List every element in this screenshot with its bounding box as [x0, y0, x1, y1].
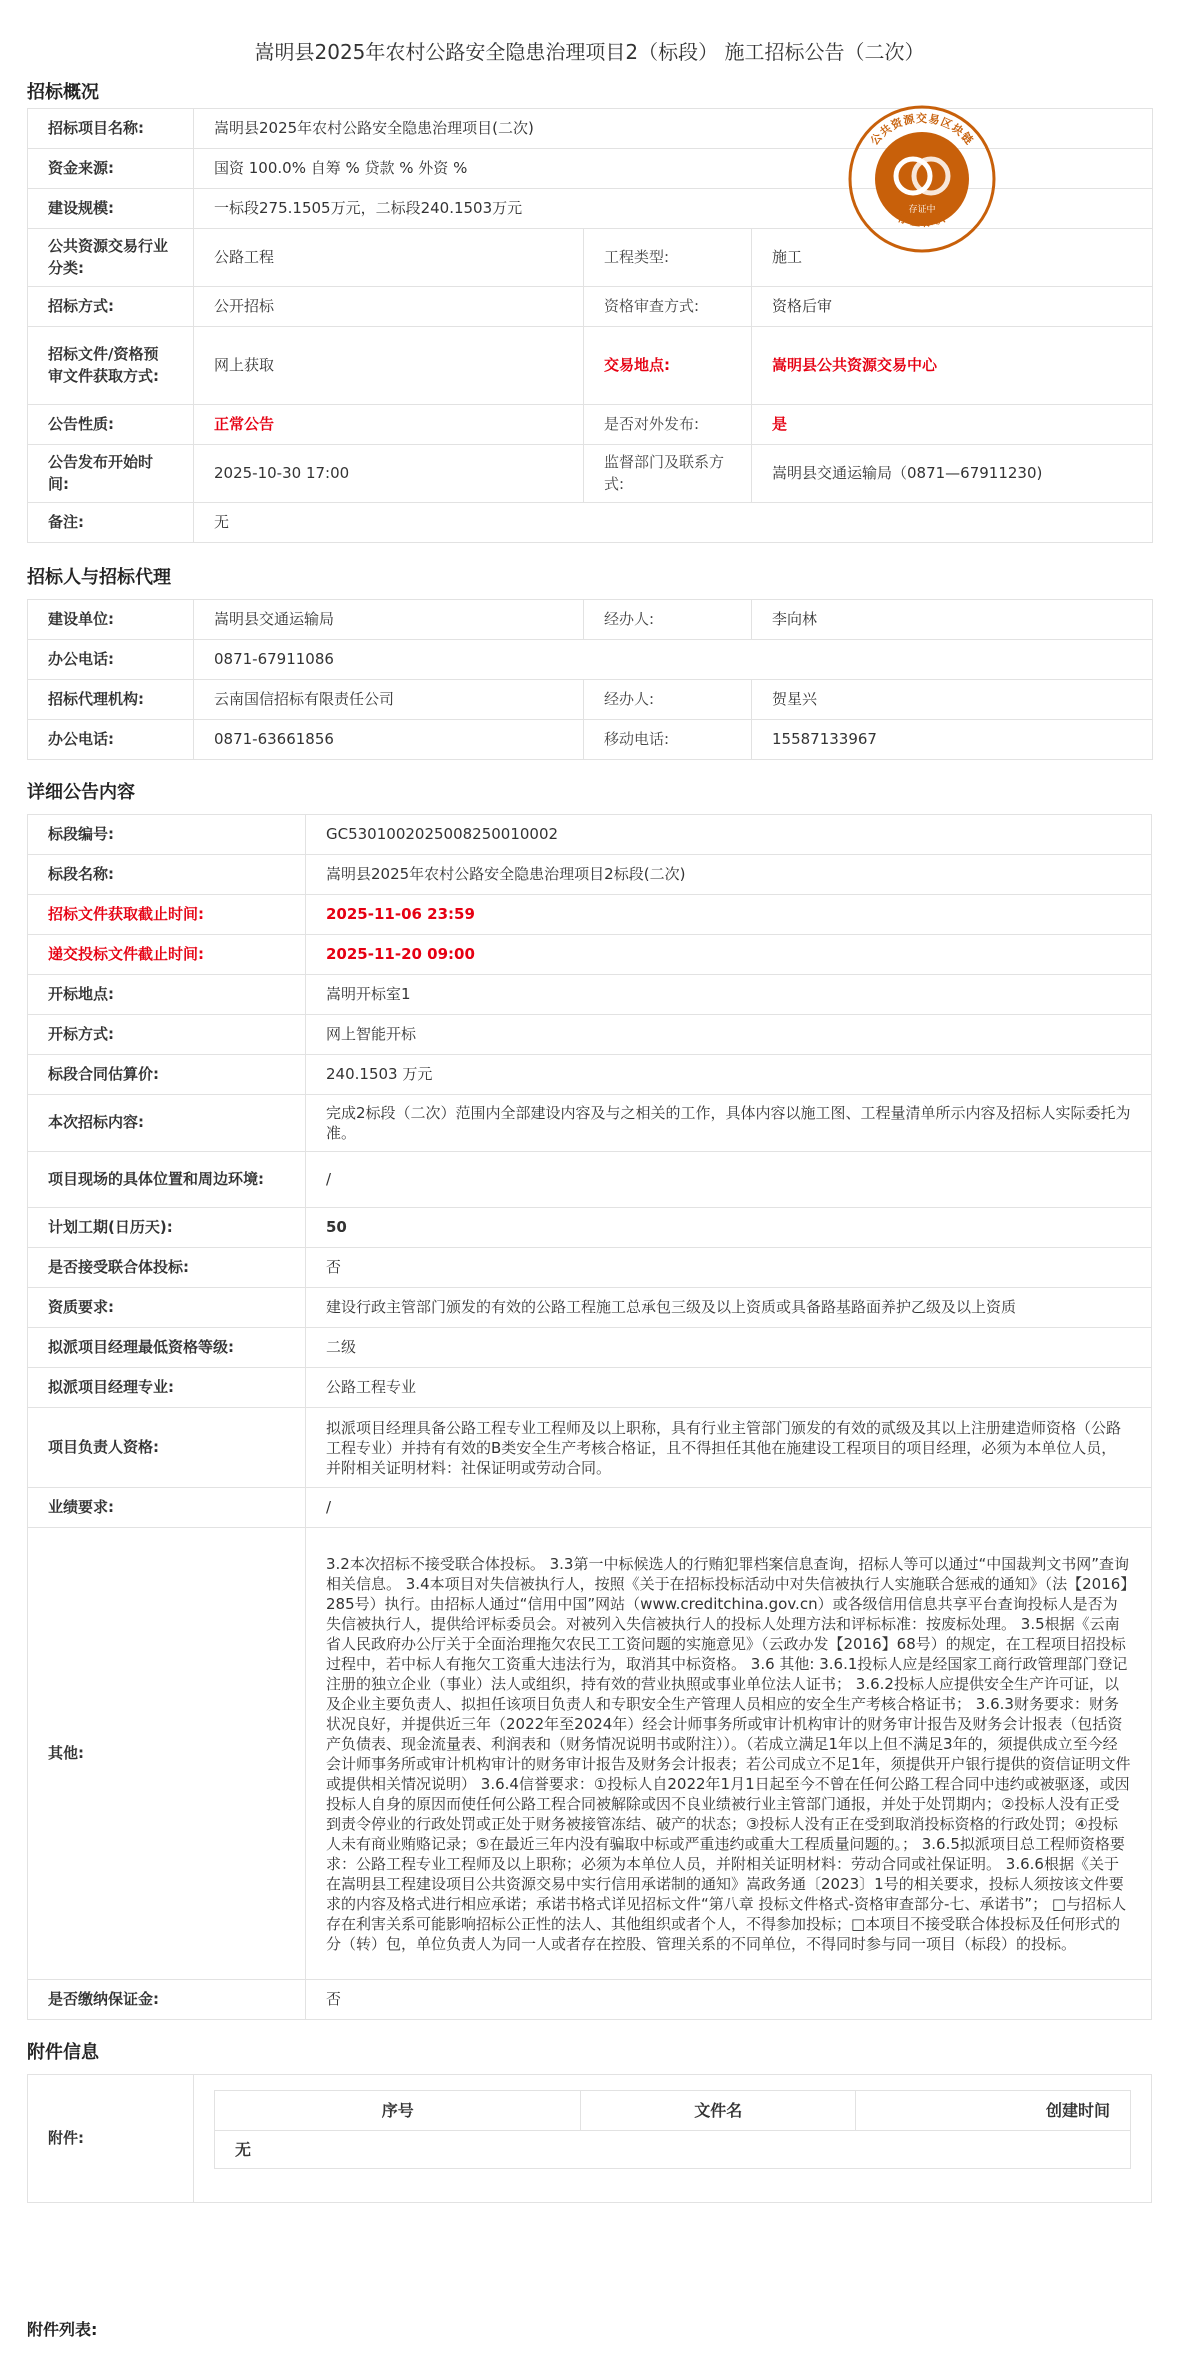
svg-text:存证标识: 存证标识: [895, 211, 949, 230]
detail-value: 2025-11-06 23:59: [306, 895, 1152, 935]
review-label: 资格审查方式:: [584, 287, 752, 327]
builder-label: 建设单位:: [28, 600, 194, 640]
attach-header-created: 创建时间: [856, 2091, 1131, 2131]
detail-row: [28, 1208, 1152, 1248]
builder-value: 嵩明县交通运输局: [194, 600, 584, 640]
detail-value: 拟派项目经理具备公路工程专业工程师及以上职称，具有行业主管部门颁发的有效的贰级及其以上注册建造师资格（公路工程专业）并持有有效的B类安全生产考核合格证，且不得担任其他在施建设工程项目的项目经理，必须为本单位人员，并附相关证明材料：社保证明或劳动合同。: [306, 1408, 1152, 1488]
method-value: 公开招标: [194, 287, 584, 327]
agency-table: [27, 599, 1153, 760]
agent-label: 招标代理机构:: [28, 680, 194, 720]
detail-value: 二级: [306, 1328, 1152, 1368]
detail-row: [28, 1288, 1152, 1328]
detail-label: 开标地点:: [28, 975, 306, 1015]
detail-label: 资质要求:: [28, 1288, 306, 1328]
detail-row: [28, 1368, 1152, 1408]
method-label: 招标方式:: [28, 287, 194, 327]
attachments-label: 附件:: [28, 2075, 194, 2203]
detail-row: [28, 895, 1152, 935]
supervisor-label: 监督部门及联系方式:: [584, 445, 752, 503]
detail-row: [28, 1055, 1152, 1095]
detail-label: 计划工期(日历天):: [28, 1208, 306, 1248]
detail-row: [28, 1152, 1152, 1208]
detail-row: [28, 1248, 1152, 1288]
agent-handler-value: 贺星兴: [752, 680, 1153, 720]
handler-value: 李向林: [752, 600, 1153, 640]
detail-value: 建设行政主管部门颁发的有效的公路工程施工总承包三级及以上资质或具备路基路面养护乙级及以上资质: [306, 1288, 1152, 1328]
detail-value: 240.1503 万元: [306, 1055, 1152, 1095]
external-value: 是: [752, 405, 1153, 445]
detail-value: 网上智能开标: [306, 1015, 1152, 1055]
project-name-value: 嵩明县2025年农村公路安全隐患治理项目(二次): [194, 109, 1153, 149]
mobile-label: 移动电话:: [584, 720, 752, 760]
attach-header-filename: 文件名: [581, 2091, 856, 2131]
detail-value: 50: [306, 1208, 1152, 1248]
detail-row: [28, 855, 1152, 895]
eng-type-label: 工程类型:: [584, 229, 752, 287]
handler-label: 经办人:: [584, 600, 752, 640]
project-name-label: 招标项目名称:: [28, 109, 194, 149]
detail-row: [28, 975, 1152, 1015]
detail-value: GC5301002025008250010002: [306, 815, 1152, 855]
supervisor-value: 嵩明县交通运输局（0871—67911230): [752, 445, 1153, 503]
detail-value: /: [306, 1152, 1152, 1208]
remark-value: 无: [194, 503, 1153, 543]
detail-label: 其他:: [28, 1528, 306, 1980]
detail-label: 标段编号:: [28, 815, 306, 855]
detail-label: 本次招标内容:: [28, 1095, 306, 1152]
external-label: 是否对外发布:: [584, 405, 752, 445]
publish-time-value: 2025-10-30 17:00: [194, 445, 584, 503]
detail-value: 2025-11-20 09:00: [306, 935, 1152, 975]
detail-label: 标段合同估算价:: [28, 1055, 306, 1095]
attachment-list-label: 附件列表:: [27, 2320, 98, 2339]
review-value: 资格后审: [752, 287, 1153, 327]
detail-label: 拟派项目经理最低资格等级:: [28, 1328, 306, 1368]
eng-type-value: 施工: [752, 229, 1153, 287]
detail-label: 是否缴纳保证金:: [28, 1980, 306, 2020]
place-label: 交易地点:: [584, 327, 752, 405]
remark-label: 备注:: [28, 503, 194, 543]
detail-value: 嵩明开标室1: [306, 975, 1152, 1015]
agent-handler-label: 经办人:: [584, 680, 752, 720]
section-title-details: 详细公告内容: [27, 782, 135, 803]
detail-value: 否: [306, 1980, 1152, 2020]
detail-row: [28, 1015, 1152, 1055]
attach-header-index: 序号: [215, 2091, 581, 2131]
fund-value: 国资 100.0% 自筹 % 贷款 % 外资 %: [194, 149, 1153, 189]
details-table: [27, 814, 1152, 2020]
detail-row: [28, 1408, 1152, 1488]
agent-phone-value: 0871-63661856: [194, 720, 584, 760]
page-title: 嵩明县2025年农村公路安全隐患治理项目2（标段） 施工招标公告（二次）: [254, 40, 925, 64]
obtain-value: 网上获取: [194, 327, 584, 405]
detail-row: [28, 1488, 1152, 1528]
detail-row: [28, 1980, 1152, 2020]
nature-label: 公告性质:: [28, 405, 194, 445]
section-title-overview: 招标概况: [27, 82, 99, 103]
scale-value: 一标段275.1505万元，二标段240.1503万元: [194, 189, 1153, 229]
detail-value: 否: [306, 1248, 1152, 1288]
section-title-attachments: 附件信息: [27, 2042, 99, 2063]
blockchain-seal-icon: [847, 104, 997, 254]
nature-value: 正常公告: [194, 405, 584, 445]
detail-label: 项目现场的具体位置和周边环境:: [28, 1152, 306, 1208]
agent-value: 云南国信招标有限责任公司: [194, 680, 584, 720]
agent-phone-label: 办公电话:: [28, 720, 194, 760]
detail-value: 公路工程专业: [306, 1368, 1152, 1408]
detail-value: 完成2标段（二次）范围内全部建设内容及与之相关的工作，具体内容以施工图、工程量清单所示内容及招标人实际委托为准。: [306, 1095, 1152, 1152]
scale-label: 建设规模:: [28, 189, 194, 229]
category-label: 公共资源交易行业分类:: [28, 229, 194, 287]
attachment-list-table: [214, 2090, 1131, 2169]
detail-label: 业绩要求:: [28, 1488, 306, 1528]
detail-value: /: [306, 1488, 1152, 1528]
obtain-label: 招标文件/资格预审文件获取方式:: [28, 327, 194, 405]
detail-label: 标段名称:: [28, 855, 306, 895]
detail-row: [28, 935, 1152, 975]
section-title-agency: 招标人与招标代理: [27, 567, 171, 588]
mobile-value: 15587133967: [752, 720, 1153, 760]
detail-row: [28, 815, 1152, 855]
attachments-table: [27, 2074, 1152, 2203]
detail-value: 嵩明县2025年农村公路安全隐患治理项目2标段(二次): [306, 855, 1152, 895]
detail-value: 3.2本次招标不接受联合体投标。 3.3第一中标候选人的行贿犯罪档案信息查询，招标人等可以通过“中国裁判文书网”查询相关信息。 3.4本项目对失信被执行人，按照《关于在招标投标活动中对失信被执行人实施联合惩戒的通知》（法【2016】285号）执行。由招标人通过“信用中国”网站（www.creditchina.gov.cn）或各级信用信息共享平台查询投标人是否为失信被执行人，提供给评标委员会。对被列入失信被执行人的投标人处理方法和评标标准：按废标处理。 3.5根据《云南省人民政府办公厅关于全面治理拖欠农民工工资问题的实施意见》（云政办发【2016】68号）的规定，在工程项目招投标过程中，若中标人有拖欠工资重大违法行为，取消其中标资格。 3.6 其他: 3.6.1投标人应是经国家工商行政管理部门登记注册的独立企业（事业）法人或组织，持有效的营业执照或事业单位法人证书； 3.6.2投标人应提供安全生产许可证，以及企业主要负责人、拟担任该项目负责人和专职安全生产管理人员相应的安全生产考核合格证书； 3.6.3财务要求：财务状况良好，并提供近三年（2022年至2024年）经会计师事务所或审计机构审计的财务审计报告及财务会计报表（包括资产负债表、现金流量表、利润表和（财务情况说明书或附注））。（若成立满足1年以上但不满足3年的，须提供成立至今经会计师事务所或审计机构审计的财务审计报告及财务会计报表；若公司成立不足1年，须提供开户银行提供的资信证明文件或提供相关情况说明） 3.6.4信誉要求：①投标人自2022年1月1日起至今不曾在任何公路工程合同中违约或被驱逐，或因投标人自身的原因而使任何公路工程合同被解除或因不良业绩被行业主管部门通报，并处于处罚期内；②投标人没有正受到责令停业的行政处罚或正处于财务被接管冻结、破产的状态；③投标人没有正在受到取消投标资格的行政处罚；④投标人未有商业贿赂记录；⑤在最近三年内没有骗取中标或严重违约或重大工程质量问题的。； 3.6.5拟派项目总工程师资格要求：公路工程专业工程师及以上职称；必须为本单位人员，并附相关证明材料：劳动合同或社保证明。 3.6.6根据《关于在嵩明县工程建设项目公共资源交易中实行信用承诺制的通知》嵩政务通〔2023〕1号的相关要求，投标人须按该文件要求的内容及格式进行相应承诺；承诺书格式详见招标文件“第八章 投标文件格式-资格审查部分-七、承诺书”； □与招标人存在利害关系可能影响招标公正性的法人、其他组织或者个人，不得参加投标；□本项目不接受联合体投标及任何形式的分（转）包，单位负责人为同一人或者存在控股、管理关系的不同单位，不得同时参与同一项目（标段）的投标。: [306, 1528, 1152, 1980]
office-phone-value: 0871-67911086: [194, 640, 1153, 680]
detail-row: [28, 1528, 1152, 1980]
detail-label: 递交投标文件截止时间:: [28, 935, 306, 975]
detail-label: 拟派项目经理专业:: [28, 1368, 306, 1408]
fund-label: 资金来源:: [28, 149, 194, 189]
detail-label: 项目负责人资格:: [28, 1408, 306, 1488]
svg-text:公共资源交易区块链: 公共资源交易区块链: [867, 112, 977, 148]
detail-label: 招标文件获取截止时间:: [28, 895, 306, 935]
place-value: 嵩明县公共资源交易中心: [752, 327, 1153, 405]
detail-label: 开标方式:: [28, 1015, 306, 1055]
detail-row: [28, 1095, 1152, 1152]
attach-empty-text: 无: [215, 2131, 1131, 2169]
detail-row: [28, 1328, 1152, 1368]
svg-text:存证中: 存证中: [908, 205, 936, 215]
office-phone-label: 办公电话:: [28, 640, 194, 680]
publish-time-label: 公告发布开始时间:: [28, 445, 194, 503]
category-value: 公路工程: [194, 229, 584, 287]
detail-label: 是否接受联合体投标:: [28, 1248, 306, 1288]
